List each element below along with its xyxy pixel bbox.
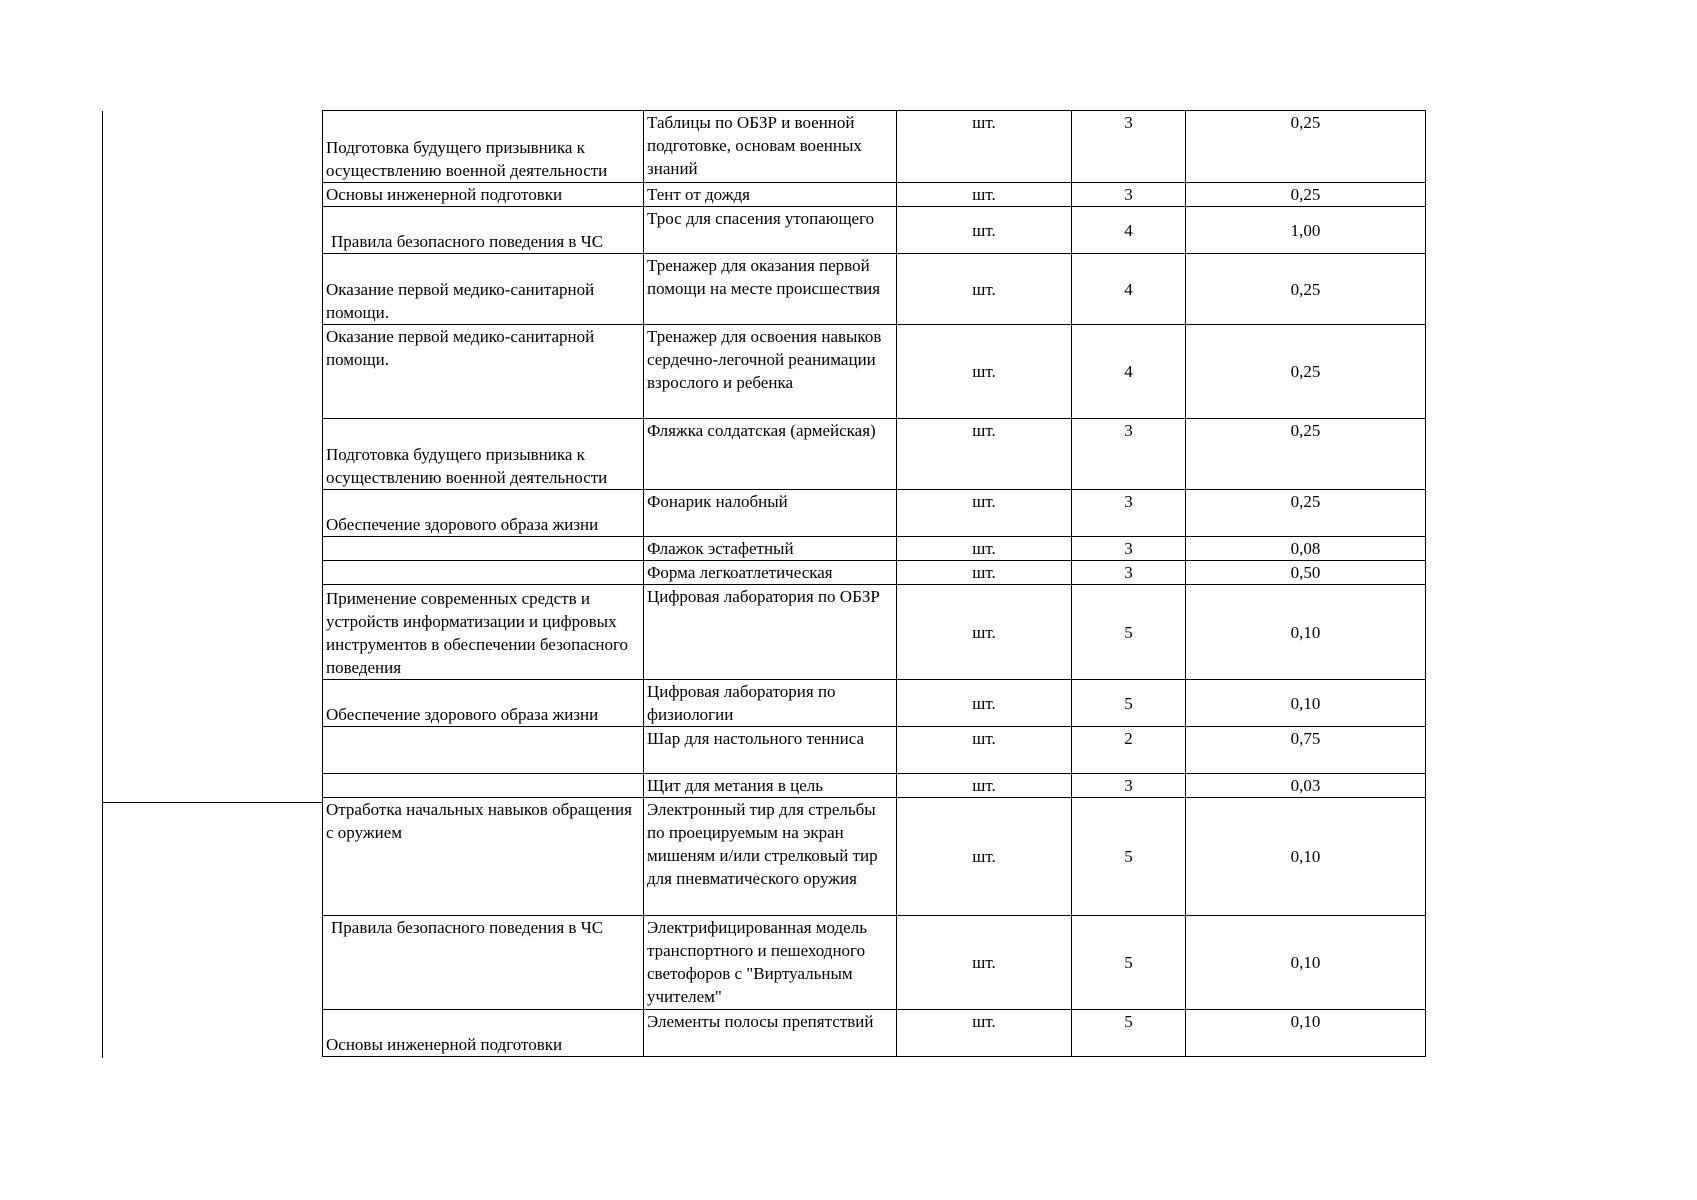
item-cell: Форма легкоатлетическая bbox=[644, 561, 897, 585]
value-cell: 0,75 bbox=[1186, 727, 1426, 774]
item-cell: Фляжка солдатская (армейская) bbox=[644, 419, 897, 490]
table-row bbox=[323, 254, 1426, 325]
qty-cell: 5 bbox=[1072, 680, 1186, 727]
left-divider-line bbox=[102, 802, 322, 803]
table-row bbox=[323, 207, 1426, 254]
qty-cell: 5 bbox=[1072, 585, 1186, 680]
unit-cell: шт. bbox=[897, 490, 1072, 537]
left-border-line bbox=[102, 111, 103, 1058]
unit-cell: шт. bbox=[897, 561, 1072, 585]
value-cell: 0,03 bbox=[1186, 774, 1426, 798]
unit-cell: шт. bbox=[897, 774, 1072, 798]
section-cell: Подготовка будущего призывника к осуществлению военной деятельности bbox=[323, 111, 644, 183]
value-cell: 0,25 bbox=[1186, 419, 1426, 490]
value-cell: 0,10 bbox=[1186, 680, 1426, 727]
section-cell bbox=[323, 537, 644, 561]
section-cell: Основы инженерной подготовки bbox=[323, 1010, 644, 1057]
unit-cell: шт. bbox=[897, 183, 1072, 207]
unit-cell: шт. bbox=[897, 727, 1072, 774]
table-row bbox=[323, 1010, 1426, 1057]
qty-cell: 3 bbox=[1072, 537, 1186, 561]
table-row bbox=[323, 727, 1426, 774]
unit-cell: шт. bbox=[897, 1010, 1072, 1057]
qty-cell: 3 bbox=[1072, 111, 1186, 183]
table-row bbox=[323, 183, 1426, 207]
value-cell: 0,25 bbox=[1186, 325, 1426, 419]
unit-cell: шт. bbox=[897, 798, 1072, 916]
qty-cell: 3 bbox=[1072, 183, 1186, 207]
item-cell: Тренажер для оказания первой помощи на месте происшествия bbox=[644, 254, 897, 325]
item-cell: Щит для метания в цель bbox=[644, 774, 897, 798]
value-cell: 0,25 bbox=[1186, 111, 1426, 183]
section-cell: Применение современных средств и устройств информатизации и цифровых инструментов в обеспечении безопасного поведения bbox=[323, 585, 644, 680]
item-cell: Электрифицированная модель транспортного и пешеходного светофоров с "Виртуальным учителем" bbox=[644, 916, 897, 1010]
section-cell: Правила безопасного поведения в ЧС bbox=[323, 207, 644, 254]
section-cell: Отработка начальных навыков обращения с оружием bbox=[323, 798, 644, 916]
item-cell: Цифровая лаборатория по ОБЗР bbox=[644, 585, 897, 680]
value-cell: 0,08 bbox=[1186, 537, 1426, 561]
value-cell: 0,10 bbox=[1186, 798, 1426, 916]
item-cell: Шар для настольного тенниса bbox=[644, 727, 897, 774]
qty-cell: 3 bbox=[1072, 561, 1186, 585]
value-cell: 0,25 bbox=[1186, 183, 1426, 207]
table-row bbox=[323, 585, 1426, 680]
unit-cell: шт. bbox=[897, 111, 1072, 183]
value-cell: 0,25 bbox=[1186, 254, 1426, 325]
equipment-table bbox=[322, 110, 1426, 1057]
qty-cell: 4 bbox=[1072, 254, 1186, 325]
section-cell: Основы инженерной подготовки bbox=[323, 183, 644, 207]
unit-cell: шт. bbox=[897, 537, 1072, 561]
unit-cell: шт. bbox=[897, 916, 1072, 1010]
qty-cell: 5 bbox=[1072, 798, 1186, 916]
qty-cell: 5 bbox=[1072, 916, 1186, 1010]
table-row bbox=[323, 774, 1426, 798]
item-cell: Таблицы по ОБЗР и военной подготовке, основам военных знаний bbox=[644, 111, 897, 183]
section-cell: Правила безопасного поведения в ЧС bbox=[323, 916, 644, 1010]
unit-cell: шт. bbox=[897, 254, 1072, 325]
table-row bbox=[323, 490, 1426, 537]
table-row bbox=[323, 325, 1426, 419]
qty-cell: 3 bbox=[1072, 419, 1186, 490]
qty-cell: 5 bbox=[1072, 1010, 1186, 1057]
qty-cell: 3 bbox=[1072, 490, 1186, 537]
unit-cell: шт. bbox=[897, 585, 1072, 680]
item-cell: Фонарик налобный bbox=[644, 490, 897, 537]
table-row bbox=[323, 537, 1426, 561]
unit-cell: шт. bbox=[897, 325, 1072, 419]
item-cell: Цифровая лаборатория по физиологии bbox=[644, 680, 897, 727]
item-cell: Трос для спасения утопающего bbox=[644, 207, 897, 254]
item-cell: Тент от дождя bbox=[644, 183, 897, 207]
section-cell: Оказание первой медико-санитарной помощи. bbox=[323, 325, 644, 419]
item-cell: Элементы полосы препятствий bbox=[644, 1010, 897, 1057]
table-row bbox=[323, 680, 1426, 727]
value-cell: 1,00 bbox=[1186, 207, 1426, 254]
table-row bbox=[323, 798, 1426, 916]
section-cell: Подготовка будущего призывника к осуществлению военной деятельности bbox=[323, 419, 644, 490]
qty-cell: 4 bbox=[1072, 325, 1186, 419]
item-cell: Тренажер для освоения навыков сердечно-легочной реанимации взрослого и ребенка bbox=[644, 325, 897, 419]
section-cell: Обеспечение здорового образа жизни bbox=[323, 490, 644, 537]
section-cell: Оказание первой медико-санитарной помощи. bbox=[323, 254, 644, 325]
table-row bbox=[323, 561, 1426, 585]
qty-cell: 3 bbox=[1072, 774, 1186, 798]
section-cell bbox=[323, 774, 644, 798]
value-cell: 0,25 bbox=[1186, 490, 1426, 537]
item-cell: Флажок эстафетный bbox=[644, 537, 897, 561]
item-cell: Электронный тир для стрельбы по проецируемым на экран мишеням и/или стрелковый тир для пневматического оружия bbox=[644, 798, 897, 916]
value-cell: 0,10 bbox=[1186, 1010, 1426, 1057]
unit-cell: шт. bbox=[897, 680, 1072, 727]
qty-cell: 4 bbox=[1072, 207, 1186, 254]
qty-cell: 2 bbox=[1072, 727, 1186, 774]
unit-cell: шт. bbox=[897, 207, 1072, 254]
value-cell: 0,10 bbox=[1186, 916, 1426, 1010]
table-row bbox=[323, 916, 1426, 1010]
value-cell: 0,50 bbox=[1186, 561, 1426, 585]
section-cell bbox=[323, 727, 644, 774]
table-row bbox=[323, 111, 1426, 183]
unit-cell: шт. bbox=[897, 419, 1072, 490]
section-cell: Обеспечение здорового образа жизни bbox=[323, 680, 644, 727]
value-cell: 0,10 bbox=[1186, 585, 1426, 680]
table-row bbox=[323, 419, 1426, 490]
section-cell bbox=[323, 561, 644, 585]
